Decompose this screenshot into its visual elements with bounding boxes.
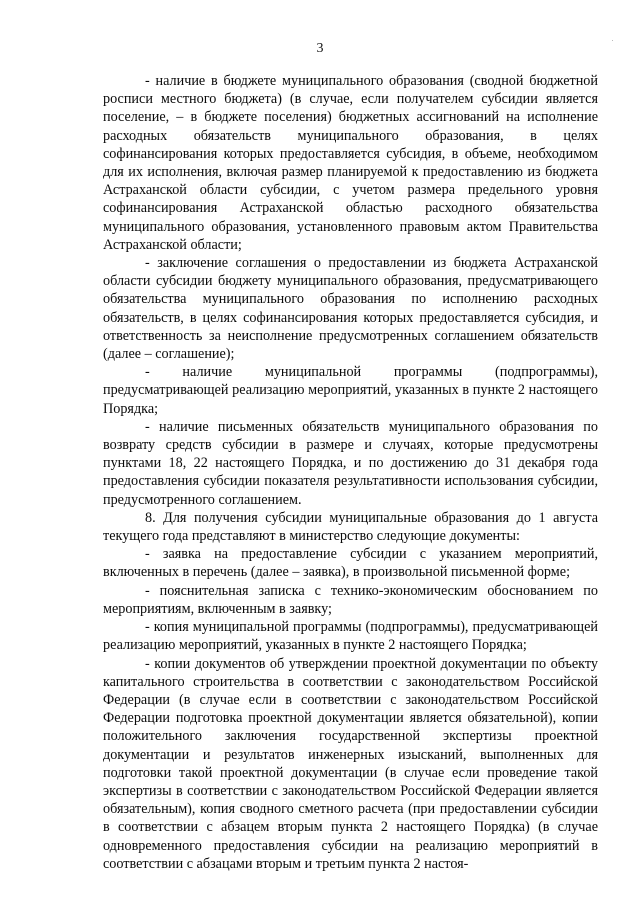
- paragraph-budget-availability: - наличие в бюджете муниципального образования (сводной бюджетной росписи местного бюджета) (в случае, если получателем субсидии является поселение, – в бюджете поселения) бюджетных ассигнований на исполнение расходных обязательств муниципального образования, в целях софинансирования которых предоставляется субсидия, в объеме, необходимом для их исполнения, включая размер планируемой к предоставлению из бюджета Астраханской области субсидии, с учетом размера предельного уровня софинансирования Астраханской областью расходного обязательства муниципального образования, установленного правовым актом Правительства Астраханской области;: [103, 73, 598, 253]
- paragraph-written-obligations: - наличие письменных обязательств муниципального образования по возврату средств субсидии в размере и случаях, которые предусмотрены пунктами 18, 22 настоящего Порядка, и по достижению до 31 декабря года предоставления субсидии показателя результативности использования субсидии, предусмотренного соглашением.: [103, 418, 598, 508]
- paragraph-application: - заявка на предоставление субсидии с указанием мероприятий, включенных в перечень (далее – заявка), в произвольной письменной форме;: [103, 546, 598, 581]
- page-number: 3: [316, 41, 324, 56]
- document-body: [103, 72, 598, 873]
- paragraph-municipal-program: - наличие муниципальной программы (подпрограммы), предусматривающей реализацию мероприятий, указанных в пункте 2 настоящего Порядка;: [103, 364, 598, 417]
- paragraph-program-copy: - копия муниципальной программы (подпрограммы), предусматривающей реализацию мероприятий, указанных в пункте 2 настоящего Порядка;: [103, 619, 598, 654]
- paragraph-explanatory-note: - пояснительная записка с технико-экономическим обоснованием по мероприятиям, включенным в заявку;: [103, 582, 598, 617]
- paragraph-agreement: - заключение соглашения о предоставлении из бюджета Астраханской области субсидии бюджету муниципального образования, предусматривающего обязательства муниципального образования по исполнению расходных обязательств, в целях софинансирования которых предоставляется субсидия, и ответственность за неисполнение предусмотренных соглашением обязательств (далее – соглашение);: [103, 255, 598, 363]
- paragraph-section-8: 8. Для получения субсидии муниципальные образования до 1 августа текущего года представляют в министерство следующие документы:: [103, 509, 598, 545]
- paragraph-project-documents: - копии документов об утверждении проектной документации по объекту капитального строительства в соответствии с законодательством Российской Федерации (в случае если в соответствии с законодательством Российской Федерации подготовка проектной документации является обязательной), копии положительного заключения государственной экспертизы проектной документации и результатов инженерных изысканий, выполненных для подготовки такой проектной документации (в случае если проведение такой экспертизы в соответствии с законодательством Российской Федерации является обязательным), копия сводного сметного расчета (при предоставлении субсидии в соответствии с абзацем вторым пункта 2 настоящего Порядка) (в случае одновременного предоставления субсидии на реализацию мероприятий в соответствии с абзацами вторым и третьим пункта 2 настоя-: [103, 655, 598, 872]
